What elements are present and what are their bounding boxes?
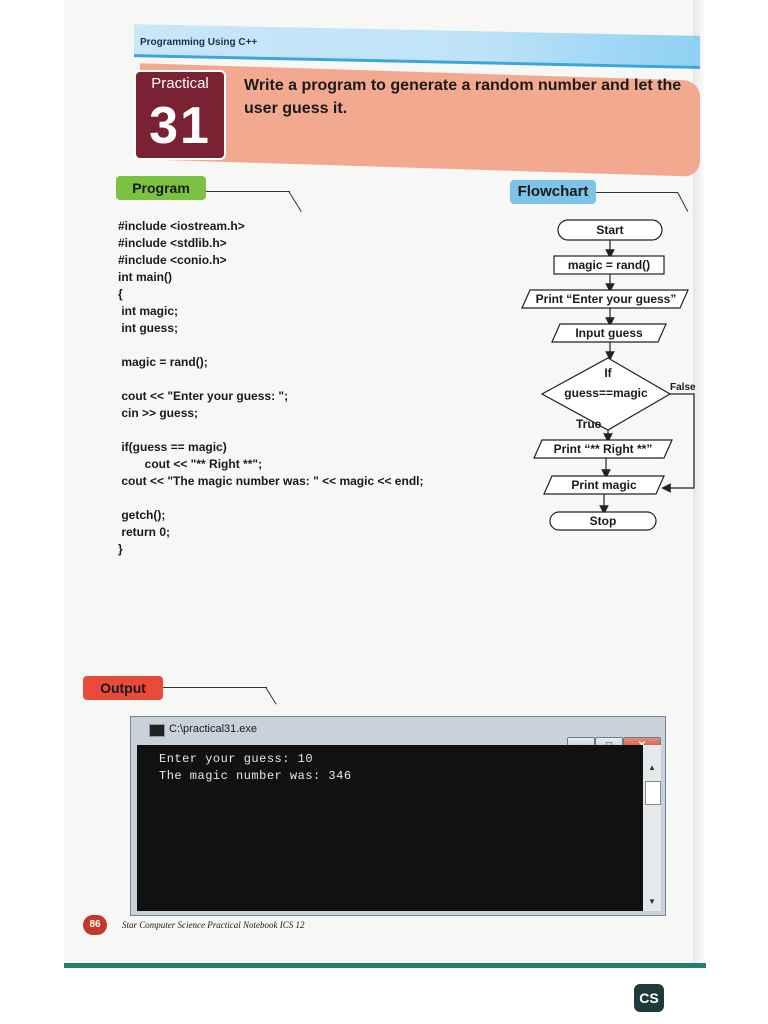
flowchart-section-tag: Flowchart	[510, 180, 596, 204]
task-statement: Write a program to generate a random number and let the user guess it.	[244, 77, 682, 117]
flow-input-text: Input guess	[575, 326, 643, 340]
code-line	[118, 422, 423, 439]
console-lines	[159, 751, 352, 785]
footer-text: Star Computer Science Practical Notebook ICS 12	[122, 920, 305, 930]
practical-label: Practical	[134, 70, 226, 98]
chapter-title: Programming Using C++	[140, 37, 258, 48]
program-section-tag: Program	[116, 176, 206, 200]
code-line: return 0;	[118, 525, 171, 539]
flow-right-text: Print “** Right **”	[553, 442, 653, 456]
code-line: getch();	[118, 508, 166, 522]
code-line: int magic;	[118, 304, 179, 318]
code-line	[118, 337, 423, 354]
camscanner-logo: CS	[634, 984, 664, 1012]
flow-true-label: True	[576, 417, 602, 431]
flow-prompt-text: Print “Enter your guess”	[535, 292, 677, 306]
code-line: int guess;	[118, 321, 179, 335]
scroll-down-icon[interactable]: ▼	[648, 897, 656, 906]
code-line: cout << "** Right **";	[118, 457, 263, 471]
program-tag-wire	[206, 191, 290, 192]
output-section-tag: Output	[83, 676, 163, 700]
console-line: Enter your guess: 10	[159, 752, 314, 766]
console-title: C:\practical31.exe	[169, 723, 258, 735]
code-line: {	[118, 287, 123, 301]
console-window[interactable]	[130, 716, 666, 916]
output-tag-wire	[163, 687, 267, 688]
code-line: cin >> guess;	[118, 406, 199, 420]
flow-false-label: False	[670, 382, 696, 393]
code-line: #include <iostream.h>	[118, 219, 245, 233]
flow-stop-text: Stop	[589, 514, 617, 528]
flow-condition-text: guess==magic	[564, 386, 648, 400]
page-number: 86	[83, 915, 107, 935]
scroll-up-icon[interactable]: ▲	[648, 763, 656, 772]
code-line: if(guess == magic)	[118, 440, 227, 454]
flowchart-tag-wire	[596, 192, 678, 193]
practical-number: 31	[134, 94, 226, 160]
code-line: int main()	[118, 270, 172, 284]
console-output	[137, 745, 643, 911]
code-line: cout << "Enter your guess: ";	[118, 389, 289, 403]
console-app-icon	[149, 724, 165, 737]
flowchart-diagram	[520, 214, 700, 534]
code-line: #include <conio.h>	[118, 253, 227, 267]
console-scrollbar[interactable]	[643, 745, 661, 911]
flow-if-text: If	[604, 366, 612, 380]
flow-start-text: Start	[596, 223, 624, 237]
code-line	[118, 371, 423, 388]
scroll-thumb[interactable]	[645, 781, 661, 805]
code-line: #include <stdlib.h>	[118, 236, 227, 250]
code-line: }	[118, 542, 123, 556]
console-line: The magic number was: 346	[159, 769, 352, 783]
flow-print-magic-text: Print magic	[571, 478, 637, 492]
page-bottom-bar	[64, 963, 706, 968]
flow-assign-text: magic = rand()	[567, 258, 651, 272]
code-line	[118, 490, 423, 507]
program-code	[118, 218, 423, 558]
code-line: magic = rand();	[118, 355, 208, 369]
code-line: cout << "The magic number was: " << magic << endl;	[118, 474, 424, 488]
